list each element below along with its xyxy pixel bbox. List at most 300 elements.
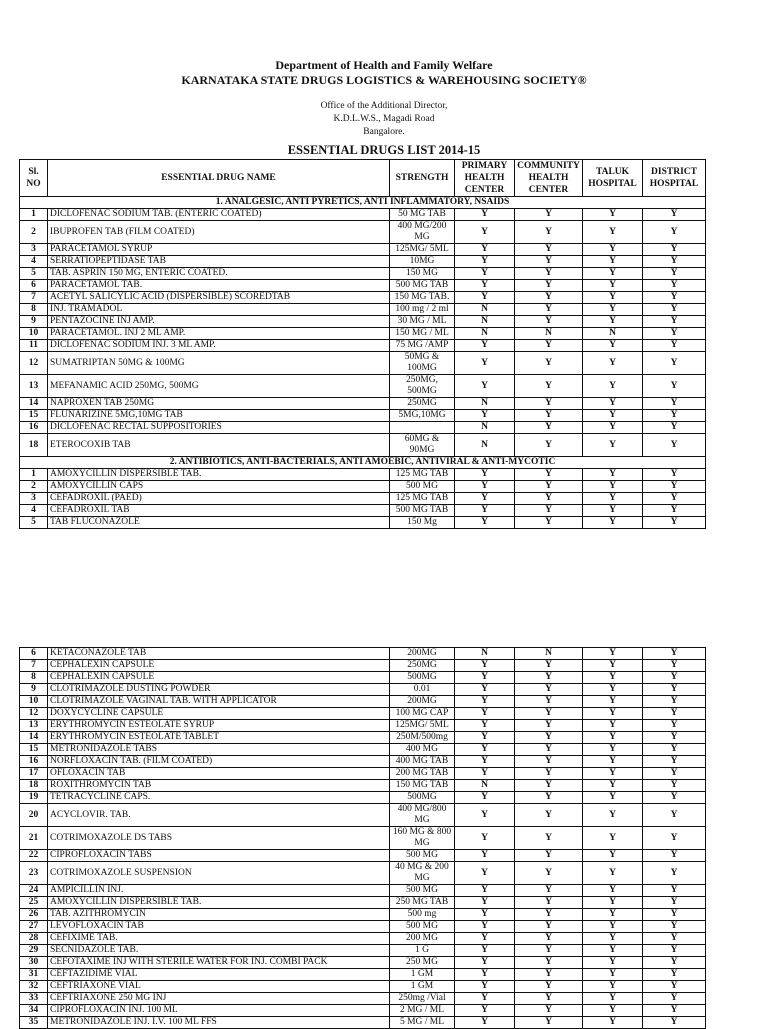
row-strength: 150 MG TAB — [390, 780, 455, 792]
row-phc: N — [455, 328, 515, 340]
row-chc: Y — [515, 256, 583, 268]
row-district: Y — [643, 660, 706, 672]
row-sl-no: 10 — [20, 696, 48, 708]
row-drug-name: SERRATIOPEPTIDASE TAB — [48, 256, 390, 268]
row-district: Y — [643, 804, 706, 827]
row-chc: Y — [515, 768, 583, 780]
row-phc: N — [455, 304, 515, 316]
row-phc: Y — [455, 945, 515, 957]
row-strength: 150 Mg — [390, 517, 455, 529]
row-sl-no: 4 — [20, 505, 48, 517]
row-district: Y — [643, 505, 706, 517]
col-drug-name: ESSENTIAL DRUG NAME — [48, 160, 390, 197]
row-taluk: Y — [583, 422, 643, 434]
table-row — [20, 375, 706, 398]
row-chc: Y — [515, 850, 583, 862]
table-row — [20, 993, 706, 1005]
row-chc: Y — [515, 422, 583, 434]
row-sl-no: 2 — [20, 221, 48, 244]
row-phc: Y — [455, 672, 515, 684]
table-row — [20, 921, 706, 933]
row-district: Y — [643, 398, 706, 410]
row-district: Y — [643, 981, 706, 993]
row-strength: 160 MG & 800 MG — [390, 827, 455, 850]
row-sl-no: 22 — [20, 850, 48, 862]
row-chc: Y — [515, 756, 583, 768]
row-drug-name: SUMATRIPTAN 50MG & 100MG — [48, 352, 390, 375]
table-row — [20, 945, 706, 957]
row-drug-name: COTRIMOXAZOLE SUSPENSION — [48, 862, 390, 885]
section-row — [20, 457, 706, 469]
table-row — [20, 957, 706, 969]
row-drug-name: CEPHALEXIN CAPSULE — [48, 672, 390, 684]
row-taluk: Y — [583, 517, 643, 529]
row-strength: 250MG, 500MG — [390, 375, 455, 398]
row-chc: Y — [515, 268, 583, 280]
row-drug-name: ETEROCOXIB TAB — [48, 434, 390, 457]
row-sl-no: 31 — [20, 969, 48, 981]
row-taluk: Y — [583, 708, 643, 720]
table-row — [20, 256, 706, 268]
col-phc: PRIMARY HEALTH CENTER — [455, 160, 515, 197]
row-phc: Y — [455, 732, 515, 744]
row-phc: Y — [455, 696, 515, 708]
row-district: Y — [643, 957, 706, 969]
department-title: Department of Health and Family Welfare — [275, 58, 493, 72]
row-sl-no: 9 — [20, 684, 48, 696]
row-strength: 500MG — [390, 672, 455, 684]
row-strength: 1 G — [390, 945, 455, 957]
row-strength: 75 MG /AMP — [390, 340, 455, 352]
row-taluk: Y — [583, 827, 643, 850]
row-strength — [390, 422, 455, 434]
row-drug-name: OFLOXACIN TAB — [48, 768, 390, 780]
row-drug-name: AMOXYCILLIN DISPERSIBLE TAB. — [48, 469, 390, 481]
row-drug-name: SECNIDAZOLE TAB. — [48, 945, 390, 957]
row-strength: 200 MG TAB — [390, 768, 455, 780]
row-strength: 125MG/ 5ML — [390, 244, 455, 256]
row-district: Y — [643, 434, 706, 457]
table-row — [20, 422, 706, 434]
row-phc: Y — [455, 850, 515, 862]
row-phc: Y — [455, 792, 515, 804]
row-sl-no: 17 — [20, 768, 48, 780]
row-strength: 200MG — [390, 648, 455, 660]
row-taluk: Y — [583, 316, 643, 328]
row-district: Y — [643, 280, 706, 292]
row-phc: Y — [455, 768, 515, 780]
col-chc: COMMUNITY HEALTH CENTER — [515, 160, 583, 197]
drugs-table-body — [20, 197, 706, 529]
row-chc: Y — [515, 481, 583, 493]
row-sl-no: 3 — [20, 244, 48, 256]
table-row — [20, 469, 706, 481]
row-taluk: N — [583, 328, 643, 340]
row-sl-no: 16 — [20, 422, 48, 434]
row-phc: Y — [455, 933, 515, 945]
row-sl-no: 16 — [20, 756, 48, 768]
row-drug-name: CLOTRIMAZOLE DUSTING POWDER — [48, 684, 390, 696]
row-phc: Y — [455, 993, 515, 1005]
row-strength: 5 MG / ML — [390, 1017, 455, 1029]
col-sl-no: Sl. NO — [20, 160, 48, 197]
row-drug-name: METRONIDAZOLE TABS — [48, 744, 390, 756]
row-strength: 2 MG / ML — [390, 1005, 455, 1017]
row-drug-name: INJ. TRAMADOL — [48, 304, 390, 316]
table-row — [20, 969, 706, 981]
table-row — [20, 328, 706, 340]
row-chc: Y — [515, 398, 583, 410]
table-row — [20, 768, 706, 780]
table-row — [20, 708, 706, 720]
row-sl-no: 13 — [20, 375, 48, 398]
row-strength: 500 MG — [390, 481, 455, 493]
row-chc: Y — [515, 1017, 583, 1029]
row-district: Y — [643, 744, 706, 756]
row-taluk: Y — [583, 792, 643, 804]
row-chc: Y — [515, 792, 583, 804]
row-phc: Y — [455, 268, 515, 280]
row-sl-no: 28 — [20, 933, 48, 945]
row-taluk: Y — [583, 744, 643, 756]
row-chc: Y — [515, 221, 583, 244]
row-strength: 60MG & 90MG — [390, 434, 455, 457]
row-chc: Y — [515, 209, 583, 221]
row-strength: 1 GM — [390, 981, 455, 993]
row-district: Y — [643, 827, 706, 850]
row-drug-name: PARACETAMOL TAB. — [48, 280, 390, 292]
document-header — [0, 58, 768, 158]
row-drug-name: FLUNARIZINE 5MG,10MG TAB — [48, 410, 390, 422]
table-row — [20, 684, 706, 696]
row-drug-name: DICLOFENAC SODIUM INJ. 3 ML AMP. — [48, 340, 390, 352]
row-strength: 100 mg / 2 ml — [390, 304, 455, 316]
row-taluk: Y — [583, 648, 643, 660]
row-taluk: Y — [583, 804, 643, 827]
row-strength: 200 MG — [390, 933, 455, 945]
row-phc: Y — [455, 493, 515, 505]
row-drug-name: ACYCLOVIR. TAB. — [48, 804, 390, 827]
row-sl-no: 14 — [20, 398, 48, 410]
row-drug-name: ROXITHROMYCIN TAB — [48, 780, 390, 792]
row-chc: Y — [515, 684, 583, 696]
table-row — [20, 885, 706, 897]
row-strength: 500 MG — [390, 921, 455, 933]
row-strength: 125 MG TAB — [390, 469, 455, 481]
row-sl-no: 29 — [20, 945, 48, 957]
table-row — [20, 756, 706, 768]
row-drug-name: CLOTRIMAZOLE VAGINAL TAB. WITH APPLICATOR — [48, 696, 390, 708]
row-taluk: Y — [583, 850, 643, 862]
row-chc: Y — [515, 981, 583, 993]
table-row — [20, 209, 706, 221]
row-strength: 150 MG / ML — [390, 328, 455, 340]
row-district: Y — [643, 221, 706, 244]
row-chc: Y — [515, 933, 583, 945]
society-title: KARNATAKA STATE DRUGS LOGISTICS & WAREHOUSING SOCIETY® — [181, 73, 587, 87]
row-taluk: Y — [583, 672, 643, 684]
row-sl-no: 8 — [20, 304, 48, 316]
row-taluk: Y — [583, 969, 643, 981]
row-strength: 250mg /Vial — [390, 993, 455, 1005]
row-taluk: Y — [583, 696, 643, 708]
row-district: Y — [643, 1005, 706, 1017]
table-row — [20, 862, 706, 885]
row-phc: Y — [455, 221, 515, 244]
row-taluk: Y — [583, 340, 643, 352]
table-row — [20, 1005, 706, 1017]
row-drug-name: TAB. ASPRIN 150 MG, ENTERIC COATED. — [48, 268, 390, 280]
row-drug-name: TAB FLUCONAZOLE — [48, 517, 390, 529]
row-sl-no: 18 — [20, 780, 48, 792]
row-drug-name: NORFLOXACIN TAB. (FILM COATED) — [48, 756, 390, 768]
table-row — [20, 410, 706, 422]
table-row — [20, 434, 706, 457]
row-chc: Y — [515, 804, 583, 827]
row-drug-name: METRONIDAZOLE INJ. I.V. 100 ML FFS — [48, 1017, 390, 1029]
row-phc: Y — [455, 375, 515, 398]
row-strength: 50MG & 100MG — [390, 352, 455, 375]
row-phc: Y — [455, 862, 515, 885]
row-strength: 150 MG TAB. — [390, 292, 455, 304]
row-strength: 40 MG & 200 MG — [390, 862, 455, 885]
table-row — [20, 352, 706, 375]
row-strength: 500 mg — [390, 909, 455, 921]
row-taluk: Y — [583, 993, 643, 1005]
row-drug-name: ERYTHROMYCIN ESTEOLATE SYRUP — [48, 720, 390, 732]
row-sl-no: 26 — [20, 909, 48, 921]
row-sl-no: 15 — [20, 744, 48, 756]
row-chc: N — [515, 328, 583, 340]
row-district: Y — [643, 268, 706, 280]
row-taluk: Y — [583, 945, 643, 957]
row-sl-no: 33 — [20, 993, 48, 1005]
row-district: Y — [643, 768, 706, 780]
row-drug-name: ACETYL SALICYLIC ACID (DISPERSIBLE) SCOREDTAB — [48, 292, 390, 304]
row-chc: Y — [515, 410, 583, 422]
row-sl-no: 20 — [20, 804, 48, 827]
table-row — [20, 398, 706, 410]
table-row — [20, 280, 706, 292]
row-strength: 500 MG TAB — [390, 280, 455, 292]
row-district: Y — [643, 328, 706, 340]
row-taluk: Y — [583, 221, 643, 244]
row-drug-name: CEFIXIME TAB. — [48, 933, 390, 945]
row-drug-name: CEFOTAXIME INJ WITH STERILE WATER FOR INJ. COMBI PACK — [48, 957, 390, 969]
row-district: Y — [643, 469, 706, 481]
row-strength: 100 MG CAP — [390, 708, 455, 720]
row-strength: 150 MG — [390, 268, 455, 280]
row-district: Y — [643, 244, 706, 256]
row-phc: Y — [455, 244, 515, 256]
row-phc: Y — [455, 292, 515, 304]
row-district: Y — [643, 672, 706, 684]
row-taluk: Y — [583, 292, 643, 304]
row-district: Y — [643, 850, 706, 862]
row-taluk: Y — [583, 885, 643, 897]
row-sl-no: 7 — [20, 292, 48, 304]
row-phc: Y — [455, 981, 515, 993]
table-row — [20, 292, 706, 304]
row-chc: Y — [515, 957, 583, 969]
row-taluk: Y — [583, 434, 643, 457]
section-title: 1. ANALGESIC, ANTI PYRETICS, ANTI INFLAMMATORY, NSAIDS — [20, 197, 706, 209]
row-phc: Y — [455, 957, 515, 969]
row-district: Y — [643, 945, 706, 957]
row-strength: 400 MG/800 MG — [390, 804, 455, 827]
row-drug-name: LEVOFLOXACIN TAB — [48, 921, 390, 933]
drugs-table-continued — [19, 647, 706, 1029]
table-row — [20, 909, 706, 921]
row-district: Y — [643, 1017, 706, 1029]
row-chc: Y — [515, 352, 583, 375]
row-phc: Y — [455, 744, 515, 756]
row-district: Y — [643, 862, 706, 885]
row-phc: N — [455, 434, 515, 457]
table-row — [20, 732, 706, 744]
row-phc: Y — [455, 827, 515, 850]
row-phc: Y — [455, 280, 515, 292]
row-district: Y — [643, 375, 706, 398]
row-chc: Y — [515, 493, 583, 505]
col-district: DISTRICT HOSPITAL — [643, 160, 706, 197]
row-phc: Y — [455, 720, 515, 732]
row-district: Y — [643, 897, 706, 909]
table-row — [20, 221, 706, 244]
row-strength: 10MG — [390, 256, 455, 268]
row-sl-no: 1 — [20, 209, 48, 221]
row-district: Y — [643, 316, 706, 328]
row-phc: Y — [455, 410, 515, 422]
row-sl-no: 19 — [20, 792, 48, 804]
row-district: Y — [643, 720, 706, 732]
row-chc: Y — [515, 993, 583, 1005]
row-sl-no: 5 — [20, 268, 48, 280]
row-taluk: Y — [583, 768, 643, 780]
row-taluk: Y — [583, 304, 643, 316]
row-drug-name: DICLOFENAC RECTAL SUPPOSITORIES — [48, 422, 390, 434]
row-phc: Y — [455, 517, 515, 529]
row-drug-name: AMOXYCILLIN CAPS — [48, 481, 390, 493]
table-row — [20, 648, 706, 660]
row-drug-name: CEFTAZIDIME VIAL — [48, 969, 390, 981]
row-phc: Y — [455, 921, 515, 933]
row-sl-no: 12 — [20, 352, 48, 375]
row-strength: 400 MG TAB — [390, 756, 455, 768]
row-taluk: Y — [583, 469, 643, 481]
row-drug-name: COTRIMOXAZOLE DS TABS — [48, 827, 390, 850]
row-chc: Y — [515, 732, 583, 744]
row-drug-name: PARACETAMOL SYRUP — [48, 244, 390, 256]
row-chc: Y — [515, 885, 583, 897]
table-row — [20, 517, 706, 529]
row-drug-name: IBUPROFEN TAB (FILM COATED) — [48, 221, 390, 244]
row-drug-name: CEFTRIAXONE VIAL — [48, 981, 390, 993]
row-phc: N — [455, 316, 515, 328]
row-chc: Y — [515, 696, 583, 708]
row-chc: Y — [515, 292, 583, 304]
row-chc: Y — [515, 434, 583, 457]
row-taluk: Y — [583, 909, 643, 921]
row-taluk: Y — [583, 398, 643, 410]
table-row — [20, 672, 706, 684]
row-district: Y — [643, 780, 706, 792]
row-taluk: Y — [583, 1005, 643, 1017]
row-chc: N — [515, 648, 583, 660]
row-district: Y — [643, 993, 706, 1005]
row-strength: 250MG — [390, 660, 455, 672]
row-phc: Y — [455, 505, 515, 517]
row-phc: N — [455, 648, 515, 660]
row-drug-name: PENTAZOCINE INJ AMP. — [48, 316, 390, 328]
row-drug-name: NAPROXEN TAB 250MG — [48, 398, 390, 410]
row-chc: Y — [515, 316, 583, 328]
row-phc: Y — [455, 256, 515, 268]
row-district: Y — [643, 921, 706, 933]
row-taluk: Y — [583, 981, 643, 993]
row-chc: Y — [515, 827, 583, 850]
row-district: Y — [643, 209, 706, 221]
row-strength: 0.01 — [390, 684, 455, 696]
row-taluk: Y — [583, 897, 643, 909]
row-sl-no: 6 — [20, 280, 48, 292]
row-sl-no: 35 — [20, 1017, 48, 1029]
row-drug-name: ERYTHROMYCIN ESTEOLATE TABLET — [48, 732, 390, 744]
row-drug-name: CIPROFLOXACIN TABS — [48, 850, 390, 862]
row-phc: Y — [455, 1017, 515, 1029]
row-strength: 500 MG TAB — [390, 505, 455, 517]
row-chc: Y — [515, 280, 583, 292]
row-phc: Y — [455, 660, 515, 672]
row-sl-no: 30 — [20, 957, 48, 969]
row-phc: Y — [455, 708, 515, 720]
row-strength: 200MG — [390, 696, 455, 708]
row-chc: Y — [515, 909, 583, 921]
row-chc: Y — [515, 708, 583, 720]
row-strength: 250 MG — [390, 957, 455, 969]
row-chc: Y — [515, 1005, 583, 1017]
row-drug-name: CEFADROXIL TAB — [48, 505, 390, 517]
row-chc: Y — [515, 897, 583, 909]
row-taluk: Y — [583, 732, 643, 744]
row-phc: N — [455, 398, 515, 410]
row-sl-no: 8 — [20, 672, 48, 684]
table-row — [20, 981, 706, 993]
table-row — [20, 804, 706, 827]
office-line-2: K.D.L.W.S., Magadi Road — [333, 114, 435, 124]
row-strength: 50 MG TAB — [390, 209, 455, 221]
row-chc: Y — [515, 862, 583, 885]
row-chc: Y — [515, 304, 583, 316]
list-title: ESSENTIAL DRUGS LIST 2014-15 — [287, 143, 481, 157]
table-row — [20, 897, 706, 909]
row-drug-name: CEPHALEXIN CAPSULE — [48, 660, 390, 672]
row-chc: Y — [515, 921, 583, 933]
table-row — [20, 316, 706, 328]
row-strength: 400 MG — [390, 744, 455, 756]
row-district: Y — [643, 256, 706, 268]
row-drug-name: DICLOFENAC SODIUM TAB. (ENTERIC COATED) — [48, 209, 390, 221]
row-taluk: Y — [583, 756, 643, 768]
row-drug-name: DOXYCYCLINE CAPSULE — [48, 708, 390, 720]
table-row — [20, 1017, 706, 1029]
row-taluk: Y — [583, 933, 643, 945]
row-phc: Y — [455, 352, 515, 375]
row-strength: 250 MG TAB — [390, 897, 455, 909]
table-row — [20, 780, 706, 792]
row-district: Y — [643, 792, 706, 804]
row-drug-name: KETACONAZOLE TAB — [48, 648, 390, 660]
